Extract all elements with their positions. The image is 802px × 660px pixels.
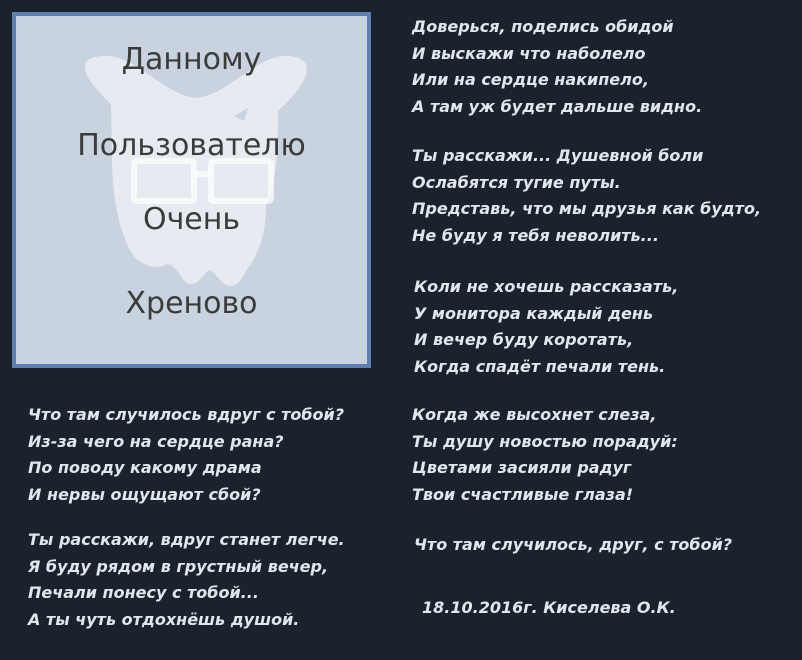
poem-line: Ты душу новостью порадуй: <box>412 431 678 451</box>
avatar-image <box>12 12 371 368</box>
poem-line: По поводу какому драма <box>28 458 262 477</box>
poem-line: Доверься, поделись обидой <box>412 17 674 36</box>
avatar-text-line-3: Очень <box>142 202 241 237</box>
poem-line: Я буду рядом в грустный вечер, <box>28 556 329 576</box>
poem-stanza-right-4 <box>412 402 678 508</box>
poem-line: Когда же высохнет слеза, <box>412 405 657 424</box>
poem-stanza-right-2 <box>412 143 761 249</box>
poem-line: И нервы ощущают сбой? <box>28 484 261 504</box>
poem-line: А там уж будет дальше видно. <box>412 96 703 116</box>
poem-stanza-right-1 <box>412 14 702 120</box>
poem-line: Что там случилось вдруг с тобой? <box>28 405 345 424</box>
poem-line: Представь, что мы друзья как будто, <box>412 199 762 218</box>
poem-stanza-right-3 <box>414 274 678 380</box>
avatar-text-line-4: Хреново <box>125 286 258 321</box>
poem-line: Не буду я тебя неволить... <box>412 225 659 245</box>
poem-stanza-left-2 <box>28 527 345 633</box>
poem-line: Цветами засияли радуг <box>412 458 632 477</box>
poem-line: Печали понесу с тобой... <box>28 583 259 602</box>
poem-signature: 18.10.2016г. Киселева О.К. <box>422 598 676 617</box>
poem-line: И вечер буду коротать, <box>414 330 634 349</box>
poem-line: И выскажи что наболело <box>412 43 646 63</box>
poem-line: Твои счастливые глаза! <box>412 484 634 504</box>
poem-stanza-left-1 <box>28 402 344 508</box>
poem-closing-line: Что там случилось, друг, с тобой? <box>414 535 733 554</box>
poem-line: Или на сердце накипело, <box>412 70 649 89</box>
poem-line: Ты расскажи, вдруг станет легче. <box>28 530 345 549</box>
poem-line: А ты чуть отдохнёшь душой. <box>28 609 300 629</box>
avatar-text-line-2: Пользователю <box>77 128 306 163</box>
poem-line: Когда спадёт печали тень. <box>414 356 666 376</box>
avatar-text-line-1: Данному <box>121 42 262 77</box>
poem-line: Ослабятся тугие путы. <box>412 172 621 192</box>
poem-line: Коли не хочешь рассказать, <box>414 277 679 296</box>
poem-line: У монитора каждый день <box>414 303 654 323</box>
poem-line: Ты расскажи... Душевной боли <box>412 146 704 165</box>
poem-line: Из-за чего на сердце рана? <box>28 431 284 451</box>
